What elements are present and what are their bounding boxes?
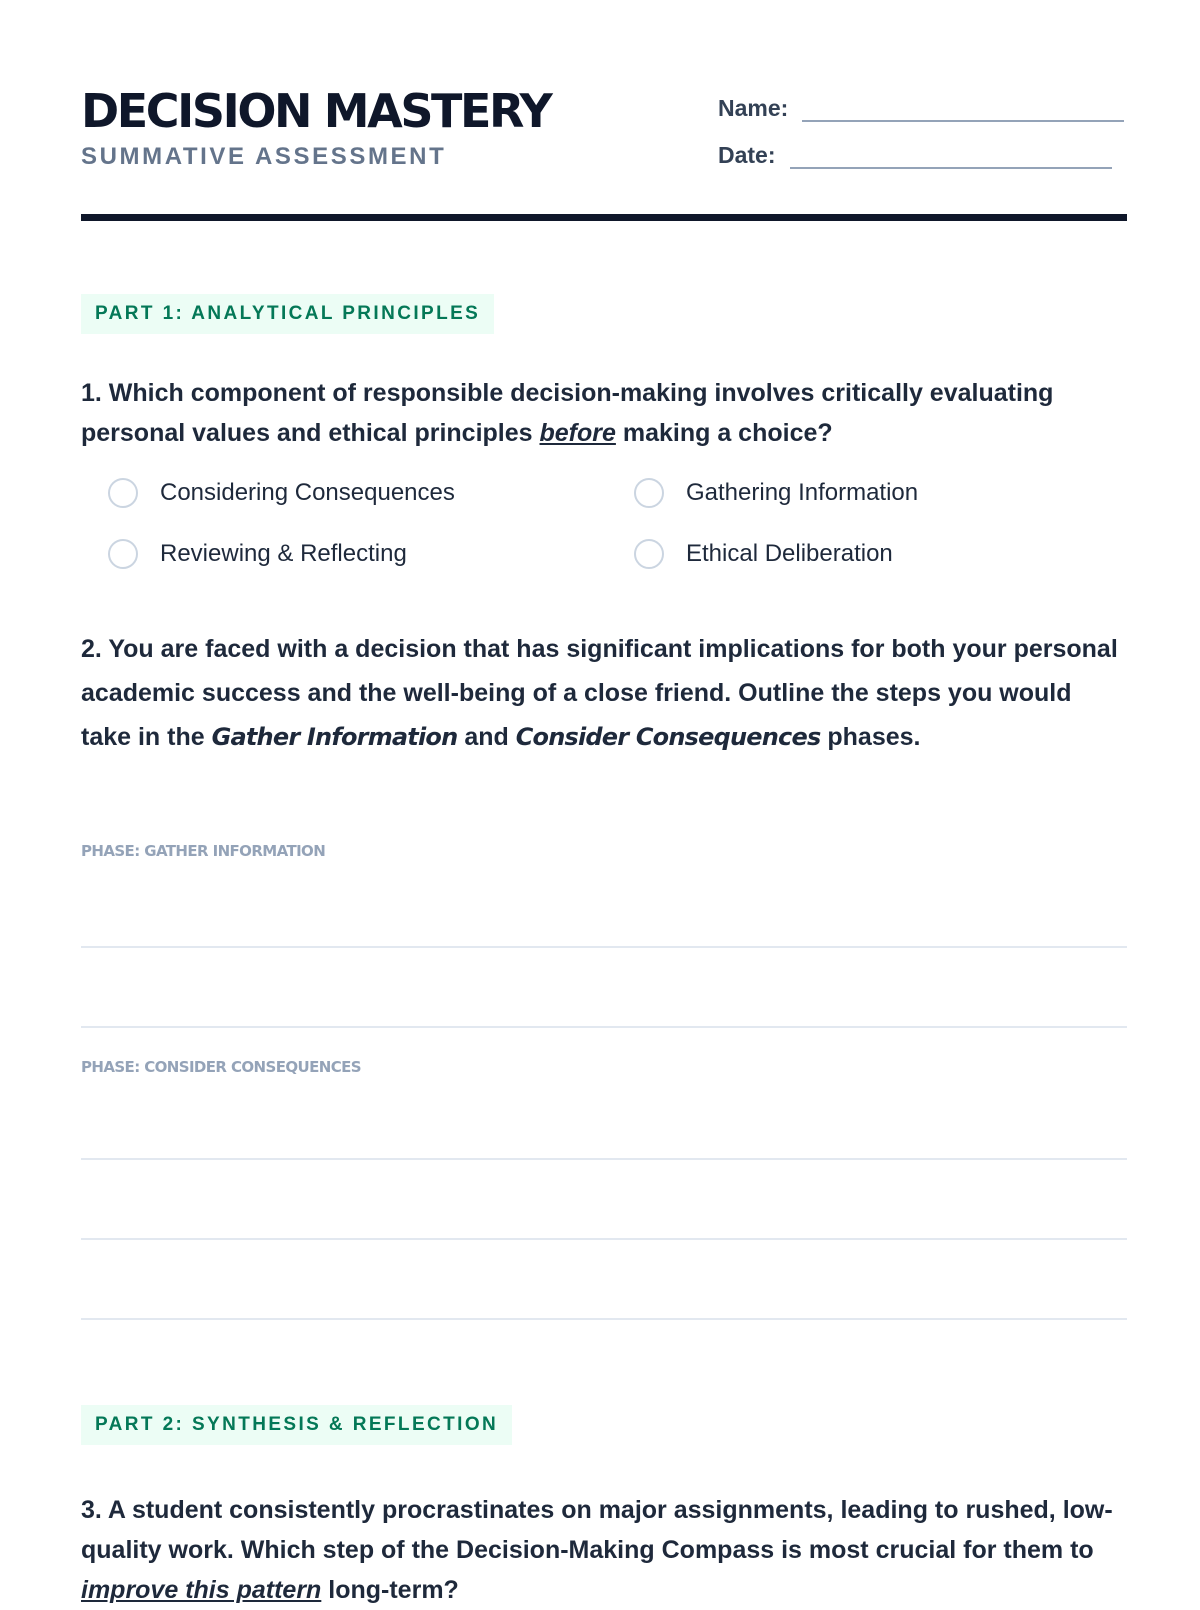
answer-line[interactable] — [81, 946, 1127, 948]
question-3 — [81, 1490, 1127, 1610]
part-2-badge: PART 2: SYNTHESIS & REFLECTION — [81, 1405, 512, 1445]
date-field[interactable] — [790, 141, 1112, 169]
question-1-text-end: making a choice? — [615, 419, 833, 447]
option-label: Considering Consequences — [160, 479, 455, 506]
radio-circle[interactable] — [634, 539, 664, 569]
phase-gather-label: PHASE: GATHER INFORMATION — [81, 842, 326, 860]
radio-circle[interactable] — [108, 478, 138, 508]
page-title: DECISION MASTERY — [81, 84, 551, 138]
question-2-text-middle: and — [457, 723, 516, 751]
phase-consider-label: PHASE: CONSIDER CONSEQUENCES — [81, 1058, 361, 1076]
question-1-text: 1. Which component of responsible decision-making involves critically evaluating personal values and ethical principles — [81, 379, 1054, 447]
answer-line[interactable] — [81, 1158, 1127, 1160]
radio-circle[interactable] — [634, 478, 664, 508]
question-2-emphasis-gather: Gather Information — [211, 723, 458, 751]
name-row — [718, 94, 1124, 122]
question-3-text: 3. A student consistently procrastinates on major assignments, leading to rushed, low-quality work. Which step of the Decision-Making Compass is most crucial for them to — [81, 1496, 1113, 1564]
option-reviewing-reflecting[interactable] — [108, 539, 407, 569]
header-divider — [81, 214, 1127, 221]
answer-line[interactable] — [81, 1318, 1127, 1320]
header — [81, 0, 1127, 222]
answer-line[interactable] — [81, 1238, 1127, 1240]
radio-circle[interactable] — [108, 539, 138, 569]
question-2-text: 2. You are faced with a decision that has significant implications for both your personal academic success and the well-being of a close friend. Outline the steps you would take in the — [81, 635, 1118, 751]
option-label: Ethical Deliberation — [686, 540, 893, 567]
part-1-badge: PART 1: ANALYTICAL PRINCIPLES — [81, 294, 494, 334]
answer-line[interactable] — [81, 1026, 1127, 1028]
question-2-emphasis-consider: Consider Consequences — [515, 723, 821, 751]
option-gathering-information[interactable] — [634, 478, 918, 508]
option-label: Reviewing & Reflecting — [160, 540, 407, 567]
question-1 — [81, 373, 1127, 453]
page-subtitle: SUMMATIVE ASSESSMENT — [81, 143, 447, 170]
name-label: Name: — [718, 95, 789, 121]
name-field[interactable] — [802, 94, 1124, 122]
option-considering-consequences[interactable] — [108, 478, 455, 508]
date-row — [718, 141, 1112, 169]
question-3-text-end: long-term? — [321, 1576, 459, 1604]
question-2-text-end: phases. — [820, 723, 921, 751]
option-label: Gathering Information — [686, 479, 919, 506]
question-3-emphasis: improve this pattern — [81, 1576, 322, 1604]
question-2 — [81, 627, 1127, 759]
question-1-emphasis: before — [539, 419, 616, 447]
assessment-page — [81, 0, 1127, 1604]
option-ethical-deliberation[interactable] — [634, 539, 893, 569]
date-label: Date: — [718, 142, 776, 168]
